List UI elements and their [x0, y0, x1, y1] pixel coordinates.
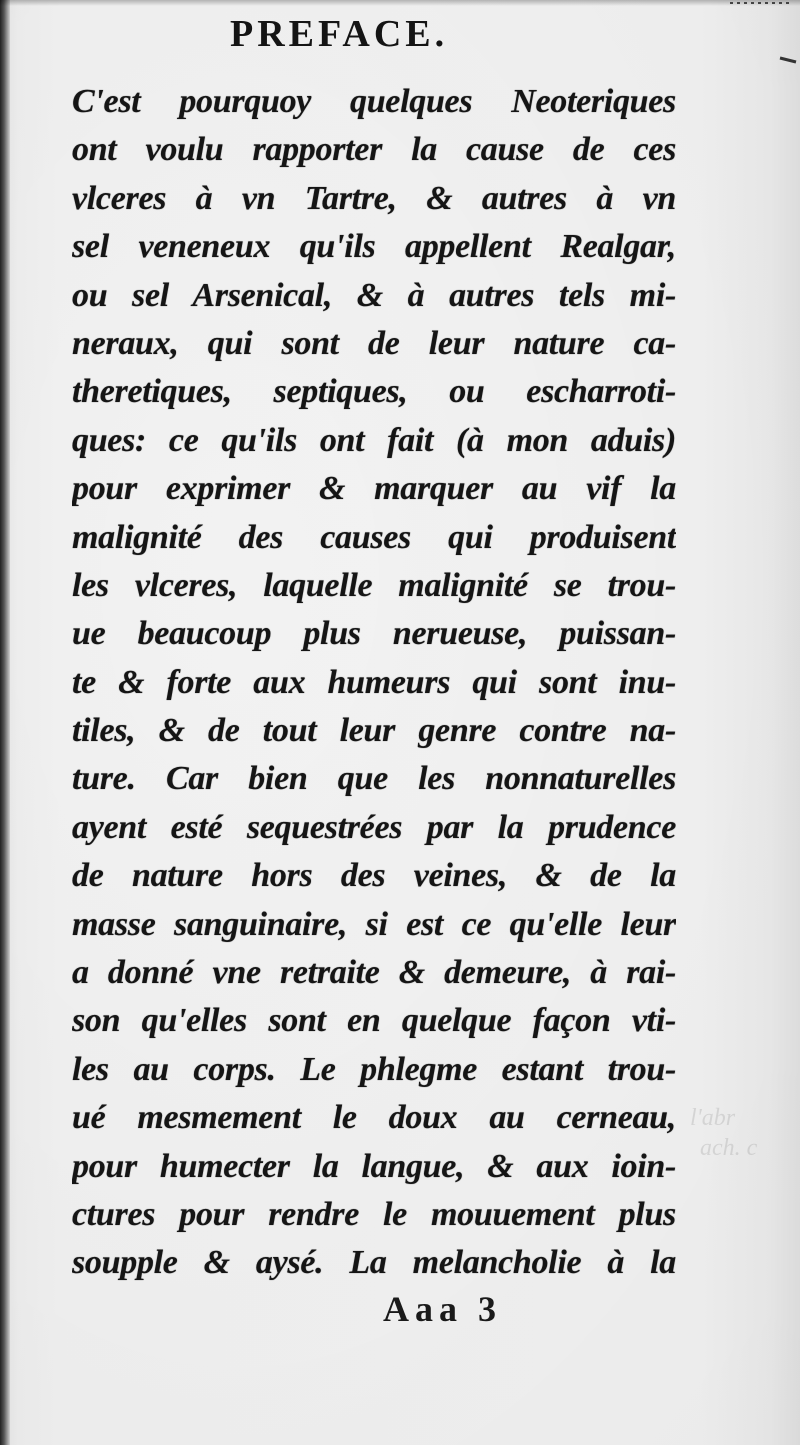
text-line: neraux, qui sont de leur nature ca-	[72, 324, 676, 362]
text-line: son qu'elles sont en quelque façon vti-	[72, 1002, 676, 1040]
text-line: ayent esté sequestrées par la prudence	[72, 808, 676, 846]
text-line: ou sel Arsenical, & à autres tels mi-	[72, 276, 676, 314]
text-line: C'est pourquoy quelques Neoteriques	[72, 83, 676, 120]
text-line: ture. Car bien que les nonnaturelles	[72, 760, 676, 798]
text-line: ques: ce qu'ils ont fait (à mon aduis)	[72, 421, 676, 459]
text-line: masse sanguinaire, si est ce qu'elle leur	[72, 905, 676, 943]
text-line: les vlceres, laquelle malignité se trou-	[72, 566, 676, 604]
text-line: theretiques, septiques, ou escharroti-	[72, 373, 676, 411]
top-edge-shadow	[0, 0, 800, 6]
text-line: vlceres à vn Tartre, & autres à vn	[72, 179, 676, 217]
show-through-text: ach. c	[700, 1135, 758, 1161]
text-line: ont voulu rapporter la cause de ces	[72, 131, 676, 169]
text-line: malignité des causes qui produisent	[72, 518, 676, 556]
page-gutter-shadow	[0, 0, 10, 1445]
corner-ink-marks	[720, 0, 800, 80]
text-line: tiles, & de tout leur genre contre na-	[72, 712, 676, 750]
text-line: de nature hors des veines, & de la	[72, 857, 676, 895]
signature-mark: Aaa 3	[383, 1289, 502, 1329]
text-line: a donné vne retraite & demeure, à rai-	[72, 954, 676, 992]
text-line: soupple & aysé. La melancholie à la	[72, 1244, 676, 1282]
body-text	[72, 78, 676, 1288]
text-line: les au corps. Le phlegme estant trou-	[72, 1050, 676, 1088]
running-head: PREFACE.	[230, 13, 449, 55]
show-through-text: l'abr	[690, 1105, 736, 1131]
text-line: sel veneneux qu'ils appellent Realgar,	[72, 228, 676, 266]
text-line: pour exprimer & marquer au vif la	[72, 470, 676, 508]
text-line: pour humecter la langue, & aux ioin-	[72, 1147, 676, 1185]
text-line: ctures pour rendre le mouuement plus	[72, 1195, 676, 1233]
text-line: ué mesmement le doux au cerneau,	[72, 1099, 676, 1137]
text-line: te & forte aux humeurs qui sont inu-	[72, 663, 676, 701]
text-line: ue beaucoup plus nerueuse, puissan-	[72, 615, 676, 653]
